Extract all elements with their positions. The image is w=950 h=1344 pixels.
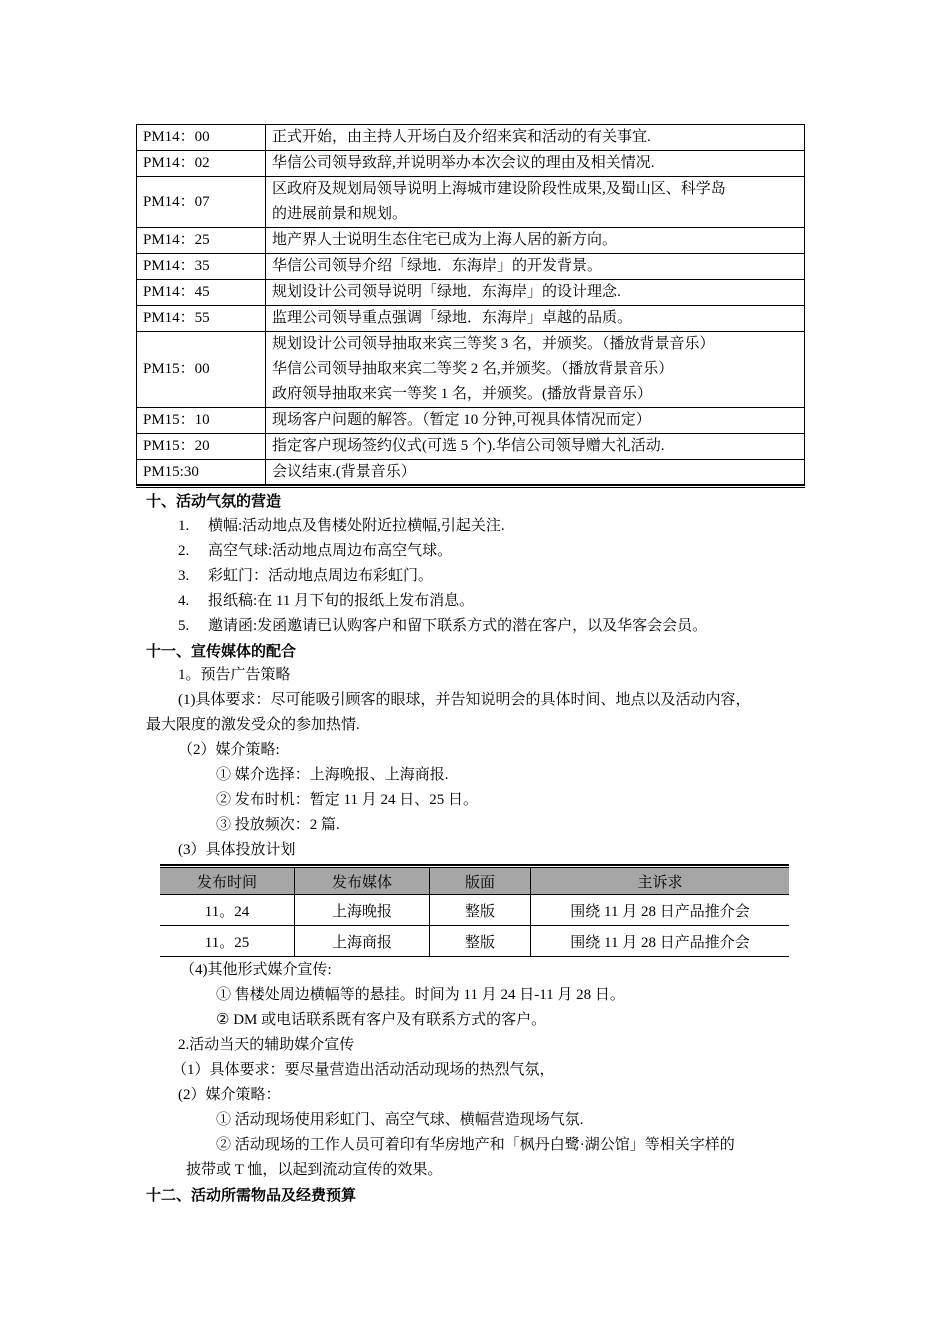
table-row bbox=[160, 895, 789, 926]
schedule-time-cell: PM15：10 bbox=[137, 408, 266, 434]
schedule-time-cell: PM14：35 bbox=[137, 254, 266, 280]
paragraph: ② 活动现场的工作人员可着印有华房地产和「枫丹白鹭·湖公馆」等相关字样的 bbox=[216, 1137, 735, 1153]
schedule-description-line: 指定客户现场签约仪式(可选 5 个).华信公司领导赠大礼活动. bbox=[272, 438, 665, 454]
media-header-cell: 主诉求 bbox=[531, 868, 790, 895]
item-text: 邀请函:发函邀请已认购客户和留下联系方式的潜在客户，以及华客会会员。 bbox=[208, 618, 708, 634]
table-row bbox=[137, 408, 805, 434]
table-row bbox=[137, 151, 805, 177]
paragraph: ② DM 或电话联系既有客户及有联系方式的客户。 bbox=[216, 1012, 547, 1028]
media-header-cell: 版面 bbox=[430, 868, 531, 895]
table-row bbox=[137, 177, 805, 228]
schedule-time-cell: PM14：02 bbox=[137, 151, 266, 177]
media-cell: 整版 bbox=[430, 926, 531, 957]
table-row bbox=[137, 280, 805, 306]
schedule-description-cell bbox=[266, 254, 805, 280]
schedule-description-line: 华信公司领导致辞,并说明举办本次会议的理由及相关情况. bbox=[272, 155, 655, 171]
schedule-description-line: 现场客户问题的解答。（暂定 10 分钟,可视具体情况而定） bbox=[272, 412, 651, 428]
schedule-time-cell: PM14：55 bbox=[137, 306, 266, 332]
schedule-description-cell bbox=[266, 228, 805, 254]
schedule-description-line: 规划设计公司领导抽取来宾三等奖 3 名，并颁奖。（播放背景音乐） bbox=[272, 336, 715, 352]
table-row bbox=[137, 228, 805, 254]
media-header-cell: 发布媒体 bbox=[295, 868, 430, 895]
section-10-title: 十、活动气氛的营造 bbox=[146, 492, 282, 510]
schedule-description-line: 正式开始，由主持人开场白及介绍来宾和活动的有关事宜. bbox=[272, 129, 651, 145]
schedule-description-cell bbox=[266, 408, 805, 434]
schedule-description-line: 监理公司领导重点强调「绿地．东海岸」卓越的品质。 bbox=[272, 310, 633, 326]
media-cell: 上海商报 bbox=[295, 926, 430, 957]
media-cell: 上海晚报 bbox=[295, 895, 430, 926]
schedule-time-cell: PM15：20 bbox=[137, 434, 266, 460]
item-text: 报纸稿:在 11 月下旬的报纸上发布消息。 bbox=[208, 593, 475, 609]
item-number: 1. bbox=[178, 518, 190, 534]
schedule-table-bottom-rule bbox=[136, 484, 805, 488]
item-number: 2. bbox=[178, 543, 190, 559]
paragraph: 最大限度的激发受众的参加热情. bbox=[146, 717, 360, 733]
schedule-time-cell: PM14：25 bbox=[137, 228, 266, 254]
table-row bbox=[137, 254, 805, 280]
paragraph: ① 售楼处周边横幅等的悬挂。时间为 11 月 24 日-11 月 28 日。 bbox=[216, 987, 625, 1003]
schedule-description-cell bbox=[266, 177, 805, 228]
section-10-item-3 bbox=[178, 564, 433, 589]
schedule-description-cell bbox=[266, 280, 805, 306]
paragraph: 披带或 T 恤，以起到流动宣传的效果。 bbox=[186, 1162, 443, 1178]
paragraph: ① 媒介选择：上海晚报、上海商报. bbox=[216, 767, 449, 783]
schedule-description-cell bbox=[266, 460, 805, 486]
paragraph: ① 活动现场使用彩虹门、高空气球、横幅营造现场气氛. bbox=[216, 1112, 584, 1128]
schedule-description-line: 区政府及规划局领导说明上海城市建设阶段性成果,及蜀山区、科学岛 bbox=[272, 181, 726, 197]
paragraph: ③ 投放频次：2 篇. bbox=[216, 817, 340, 833]
paragraph: 1。预告广告策略 bbox=[178, 667, 291, 683]
paragraph: （1）具体要求：要尽量营造出活动活动现场的热烈气氛， bbox=[172, 1062, 555, 1078]
section-10-item-5 bbox=[178, 614, 707, 639]
table-row bbox=[137, 125, 805, 151]
schedule-description-cell bbox=[266, 434, 805, 460]
schedule-time-cell: PM15：00 bbox=[137, 332, 266, 408]
schedule-description-line: 会议结束.(背景音乐） bbox=[272, 464, 416, 480]
schedule-time-cell: PM14：45 bbox=[137, 280, 266, 306]
schedule-description-cell bbox=[266, 332, 805, 408]
media-plan-table bbox=[160, 864, 789, 957]
paragraph: (3）具体投放计划 bbox=[178, 842, 296, 858]
paragraph: ② 发布时机：暂定 11 月 24 日、25 日。 bbox=[216, 792, 478, 808]
table-row bbox=[137, 332, 805, 408]
schedule-description-cell bbox=[266, 306, 805, 332]
schedule-description-cell bbox=[266, 151, 805, 177]
media-cell: 11。25 bbox=[160, 926, 295, 957]
paragraph: (1)具体要求：尽可能吸引顾客的眼球，并告知说明会的具体时间、地点以及活动内容， bbox=[178, 692, 751, 708]
schedule-time-cell: PM14：00 bbox=[137, 125, 266, 151]
schedule-description-line: 华信公司领导介绍「绿地．东海岸」的开发背景。 bbox=[272, 258, 603, 274]
table-row bbox=[137, 460, 805, 486]
item-text: 横幅:活动地点及售楼处附近拉横幅,引起关注. bbox=[208, 518, 505, 534]
schedule-description-line: 华信公司领导抽取来宾二等奖 2 名,并颁奖。（播放背景音乐） bbox=[272, 361, 674, 377]
schedule-table bbox=[136, 124, 805, 486]
media-cell: 整版 bbox=[430, 895, 531, 926]
schedule-time-cell: PM14：07 bbox=[137, 177, 266, 228]
item-number: 3. bbox=[178, 568, 190, 584]
section-10-item-2 bbox=[178, 539, 452, 564]
schedule-description-line: 规划设计公司领导说明「绿地．东海岸」的设计理念. bbox=[272, 284, 621, 300]
schedule-time-cell: PM15:30 bbox=[137, 460, 266, 486]
item-text: 彩虹门：活动地点周边布彩虹门。 bbox=[208, 568, 434, 584]
schedule-description-line: 的进展前景和规划。 bbox=[272, 206, 408, 222]
table-row bbox=[137, 306, 805, 332]
media-cell: 围绕 11 月 28 日产品推介会 bbox=[531, 926, 790, 957]
media-cell: 11。24 bbox=[160, 895, 295, 926]
section-10-item-1 bbox=[178, 514, 505, 539]
section-10-item-4 bbox=[178, 589, 474, 614]
schedule-description-cell bbox=[266, 125, 805, 151]
paragraph: （2）媒介策略: bbox=[178, 742, 280, 758]
media-header-cell: 发布时间 bbox=[160, 868, 295, 895]
item-number: 4. bbox=[178, 593, 190, 609]
paragraph: （4)其他形式媒介宣传: bbox=[180, 962, 332, 978]
table-row bbox=[160, 926, 789, 957]
section-12-title: 十二、活动所需物品及经费预算 bbox=[146, 1186, 357, 1204]
table-row bbox=[137, 434, 805, 460]
item-number: 5. bbox=[178, 618, 190, 634]
media-cell: 围绕 11 月 28 日产品推介会 bbox=[531, 895, 790, 926]
section-11-title: 十一、宣传媒体的配合 bbox=[146, 642, 297, 660]
item-text: 高空气球:活动地点周边布高空气球。 bbox=[208, 543, 453, 559]
paragraph: (2）媒介策略： bbox=[178, 1087, 281, 1103]
schedule-description-line: 政府领导抽取来宾一等奖 1 名，并颁奖。(播放背景音乐） bbox=[272, 386, 652, 402]
paragraph: 2.活动当天的辅助媒介宣传 bbox=[178, 1037, 355, 1053]
schedule-description-line: 地产界人士说明生态住宅已成为上海人居的新方向。 bbox=[272, 232, 618, 248]
